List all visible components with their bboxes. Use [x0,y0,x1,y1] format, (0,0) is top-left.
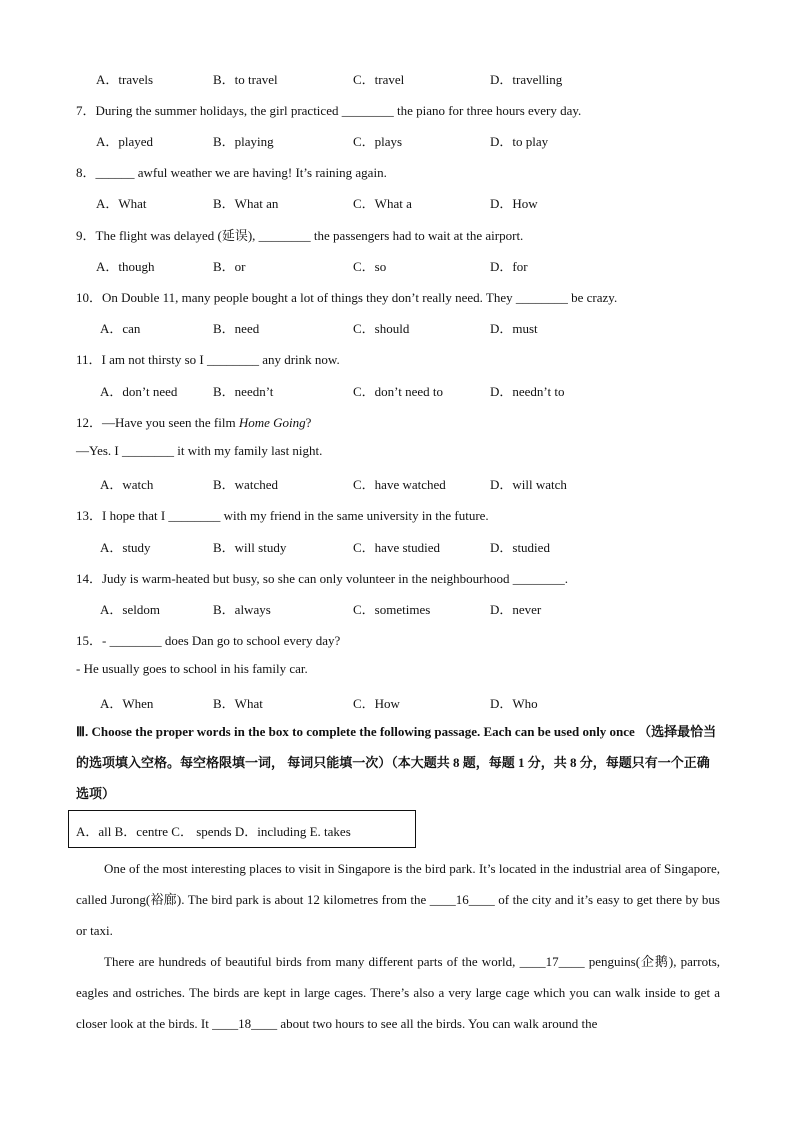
section-3-heading: Ⅲ. Choose the proper words in the box to complete the following passage. Each can be used only once （选择最恰当的选项填入空格。每空格限填一词， 每词只能填一次）（本大题共 8 题，每题 1 分，共 8 分，每题只有一个正确选项） [76,724,717,801]
q11-option-a[interactable]: A．don’t need [100,384,178,399]
passage-p2-text-a: There are hundreds of beautiful birds from many different parts of the world, [104,954,520,969]
q8-option-a[interactable]: A．What [96,196,147,211]
q14-option-b[interactable]: B．always [213,602,271,617]
q12-stem-pre: 12．—Have you seen the film [76,415,239,430]
blank-18[interactable]: ____18____ [212,1016,278,1031]
passage-p2-text-c: about two hours to see all the birds. You can walk around the [277,1016,598,1031]
q10-option-d[interactable]: D．must [490,321,538,336]
q11-option-b[interactable]: B．needn’t [213,384,274,399]
q8-option-d[interactable]: D．How [490,196,538,211]
word-box: A．all B．centre C． spends D．including E. takes [68,810,416,848]
q14-option-a[interactable]: A．seldom [100,602,160,617]
passage [76,853,720,1039]
q12-option-d[interactable]: D．will watch [490,477,567,492]
q10-stem: 10．On Double 11, many people bought a lot of things they don’t really need. They ________ be crazy. [76,290,618,305]
q6-option-b[interactable]: B．to travel [213,72,278,87]
q14-stem: 14．Judy is warm-heated but busy, so she can only volunteer in the neighbourhood ________. [76,571,568,586]
q7-option-b[interactable]: B．playing [213,134,274,149]
q12-option-c[interactable]: C．have watched [353,477,446,492]
q7-option-d[interactable]: D．to play [490,134,549,149]
q7-option-c[interactable]: C．plays [353,134,403,149]
q15-option-c[interactable]: C．How [353,696,400,711]
q13-option-a[interactable]: A．study [100,540,151,555]
q12-film-title: Home Going [238,415,306,430]
q9-stem: 9．The flight was delayed (延误), ________ the passengers had to wait at the airport. [76,228,524,243]
q9-option-a[interactable]: A．though [96,259,155,274]
q15-answer: - He usually goes to school in his family car. [76,661,308,676]
blank-17[interactable]: ____17____ [519,954,585,969]
q13-option-b[interactable]: B．will study [213,540,287,555]
q11-option-c[interactable]: C．don’t need to [353,384,444,399]
q14-option-c[interactable]: C．sometimes [353,602,431,617]
q15-option-d[interactable]: D．Who [490,696,538,711]
q12-stem [76,412,311,431]
passage-p2-text-b: penguins(企鹅), parrots, eagles and ostriches. The birds are kept in large cages. There’s also a very large cage which you can walk inside to get a closer look at the birds. It [76,954,720,1031]
q13-option-c[interactable]: C．have studied [353,540,441,555]
q7-stem: 7．During the summer holidays, the girl practiced ________ the piano for three hours every day. [76,103,582,118]
q8-option-b[interactable]: B．What an [213,196,279,211]
q12-stem-post: ? [305,415,312,430]
q10-option-c[interactable]: C．should [353,321,410,336]
q10-option-a[interactable]: A．can [100,321,141,336]
passage-paragraph-1 [76,853,720,946]
q9-option-c[interactable]: C．so [353,259,387,274]
q15-stem: 15．- ________ does Dan go to school every day? [76,633,341,648]
q9-option-d[interactable]: D．for [490,259,528,274]
q6-option-a[interactable]: A．travels [96,72,154,87]
passage-paragraph-2 [76,946,720,1039]
q13-stem: 13．I hope that I ________ with my friend in the same university in the future. [76,508,489,523]
q7-option-a[interactable]: A．played [96,134,154,149]
q6-option-d[interactable]: D．travelling [490,72,563,87]
q15-option-a[interactable]: A．When [100,696,154,711]
q11-option-d[interactable]: D．needn’t to [490,384,565,399]
passage-p1-text-a: One of the most interesting places to visit in Singapore is the bird park. It’s located in the industrial area of Singapore, called Jurong(裕廊). The bird park is about 12 kilometres from the [76,861,720,907]
blank-16[interactable]: ____16____ [429,892,495,907]
q13-option-d[interactable]: D．studied [490,540,550,555]
q10-option-b[interactable]: B．need [213,321,260,336]
q8-option-c[interactable]: C．What a [353,196,412,211]
q14-option-d[interactable]: D．never [490,602,542,617]
q6-option-c[interactable]: C．travel [353,72,405,87]
q12-option-a[interactable]: A．watch [100,477,154,492]
q11-stem: 11．I am not thirsty so I ________ any drink now. [76,352,340,367]
q15-option-b[interactable]: B．What [213,696,263,711]
q9-option-b[interactable]: B．or [213,259,246,274]
q8-stem: 8．______ awful weather we are having! It’s raining again. [76,165,387,180]
q12-answer: —Yes. I ________ it with my family last night. [76,443,323,458]
passage-p1-text-b: of the city and it’s easy to get there by bus or taxi. [76,892,720,938]
q12-option-b[interactable]: B．watched [213,477,278,492]
